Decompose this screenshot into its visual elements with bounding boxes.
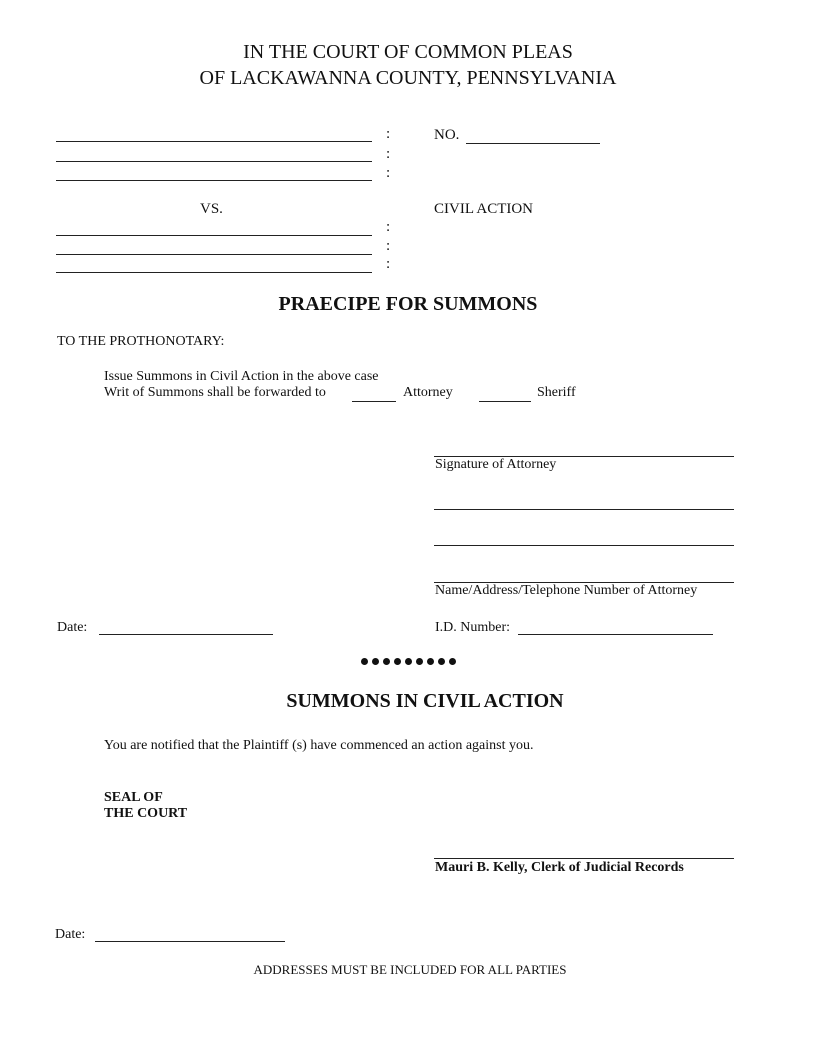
caption-colon: : [386, 146, 391, 162]
summons-date-label: Date: [55, 927, 86, 942]
divider-dot [416, 658, 423, 665]
sheriff-option-label: Sheriff [537, 385, 576, 400]
divider-dot [383, 658, 390, 665]
divider-dot [405, 658, 412, 665]
attorney-option-blank[interactable] [352, 401, 396, 402]
summons-date-field[interactable] [95, 941, 285, 942]
plaintiff-line-3[interactable] [56, 180, 372, 181]
praecipe-date-field[interactable] [99, 634, 273, 635]
praecipe-title: PRAECIPE FOR SUMMONS [278, 293, 538, 315]
signature-label: Signature of Attorney [435, 457, 557, 472]
plaintiff-line-2[interactable] [56, 161, 372, 162]
name-address-label: Name/Address/Telephone Number of Attorney [435, 583, 698, 598]
attorney-info-line-2[interactable] [434, 545, 734, 546]
divider-dot [449, 658, 456, 665]
divider-dot [372, 658, 379, 665]
court-name-line1: IN THE COURT OF COMMON PLEAS [243, 41, 573, 63]
seal-of-label: SEAL OF [104, 790, 163, 805]
civil-action-label: CIVIL ACTION [434, 201, 534, 217]
addresses-note: ADDRESSES MUST BE INCLUDED FOR ALL PARTIES [253, 962, 567, 977]
id-number-label: I.D. Number: [435, 620, 511, 635]
caption-colon: : [386, 256, 391, 272]
divider-dot [427, 658, 434, 665]
sheriff-option-blank[interactable] [479, 401, 531, 402]
defendant-line-3[interactable] [56, 272, 372, 273]
caption-colon: : [386, 126, 391, 142]
id-number-field[interactable] [518, 634, 713, 635]
defendant-line-1[interactable] [56, 235, 372, 236]
plaintiff-line-1[interactable] [56, 141, 372, 142]
summons-notice-text: You are notified that the Plaintiff (s) have commenced an action against you. [104, 738, 534, 753]
issue-summons-text: Issue Summons in Civil Action in the above case [104, 369, 379, 384]
caption-colon: : [386, 165, 391, 181]
the-court-label: THE COURT [104, 806, 188, 821]
praecipe-date-label: Date: [57, 620, 88, 635]
divider-dot [361, 658, 368, 665]
section-divider-dots [0, 658, 816, 665]
court-name-line2: OF LACKAWANNA COUNTY, PENNSYLVANIA [199, 67, 617, 89]
divider-dot [438, 658, 445, 665]
attorney-info-line-1[interactable] [434, 509, 734, 510]
case-number-label: NO. [434, 127, 460, 143]
divider-dot [394, 658, 401, 665]
summons-title: SUMMONS IN CIVIL ACTION [286, 690, 564, 712]
to-prothonotary-label: TO THE PROTHONOTARY: [57, 334, 225, 349]
case-number-field[interactable] [466, 143, 600, 144]
clerk-label: Mauri B. Kelly, Clerk of Judicial Records [435, 860, 684, 875]
caption-colon: : [386, 219, 391, 235]
vs-label: VS. [200, 201, 223, 217]
attorney-option-label: Attorney [403, 385, 453, 400]
defendant-line-2[interactable] [56, 254, 372, 255]
writ-forwarded-text: Writ of Summons shall be forwarded to [104, 385, 326, 400]
clerk-signature-line[interactable] [434, 858, 734, 859]
caption-colon: : [386, 238, 391, 254]
